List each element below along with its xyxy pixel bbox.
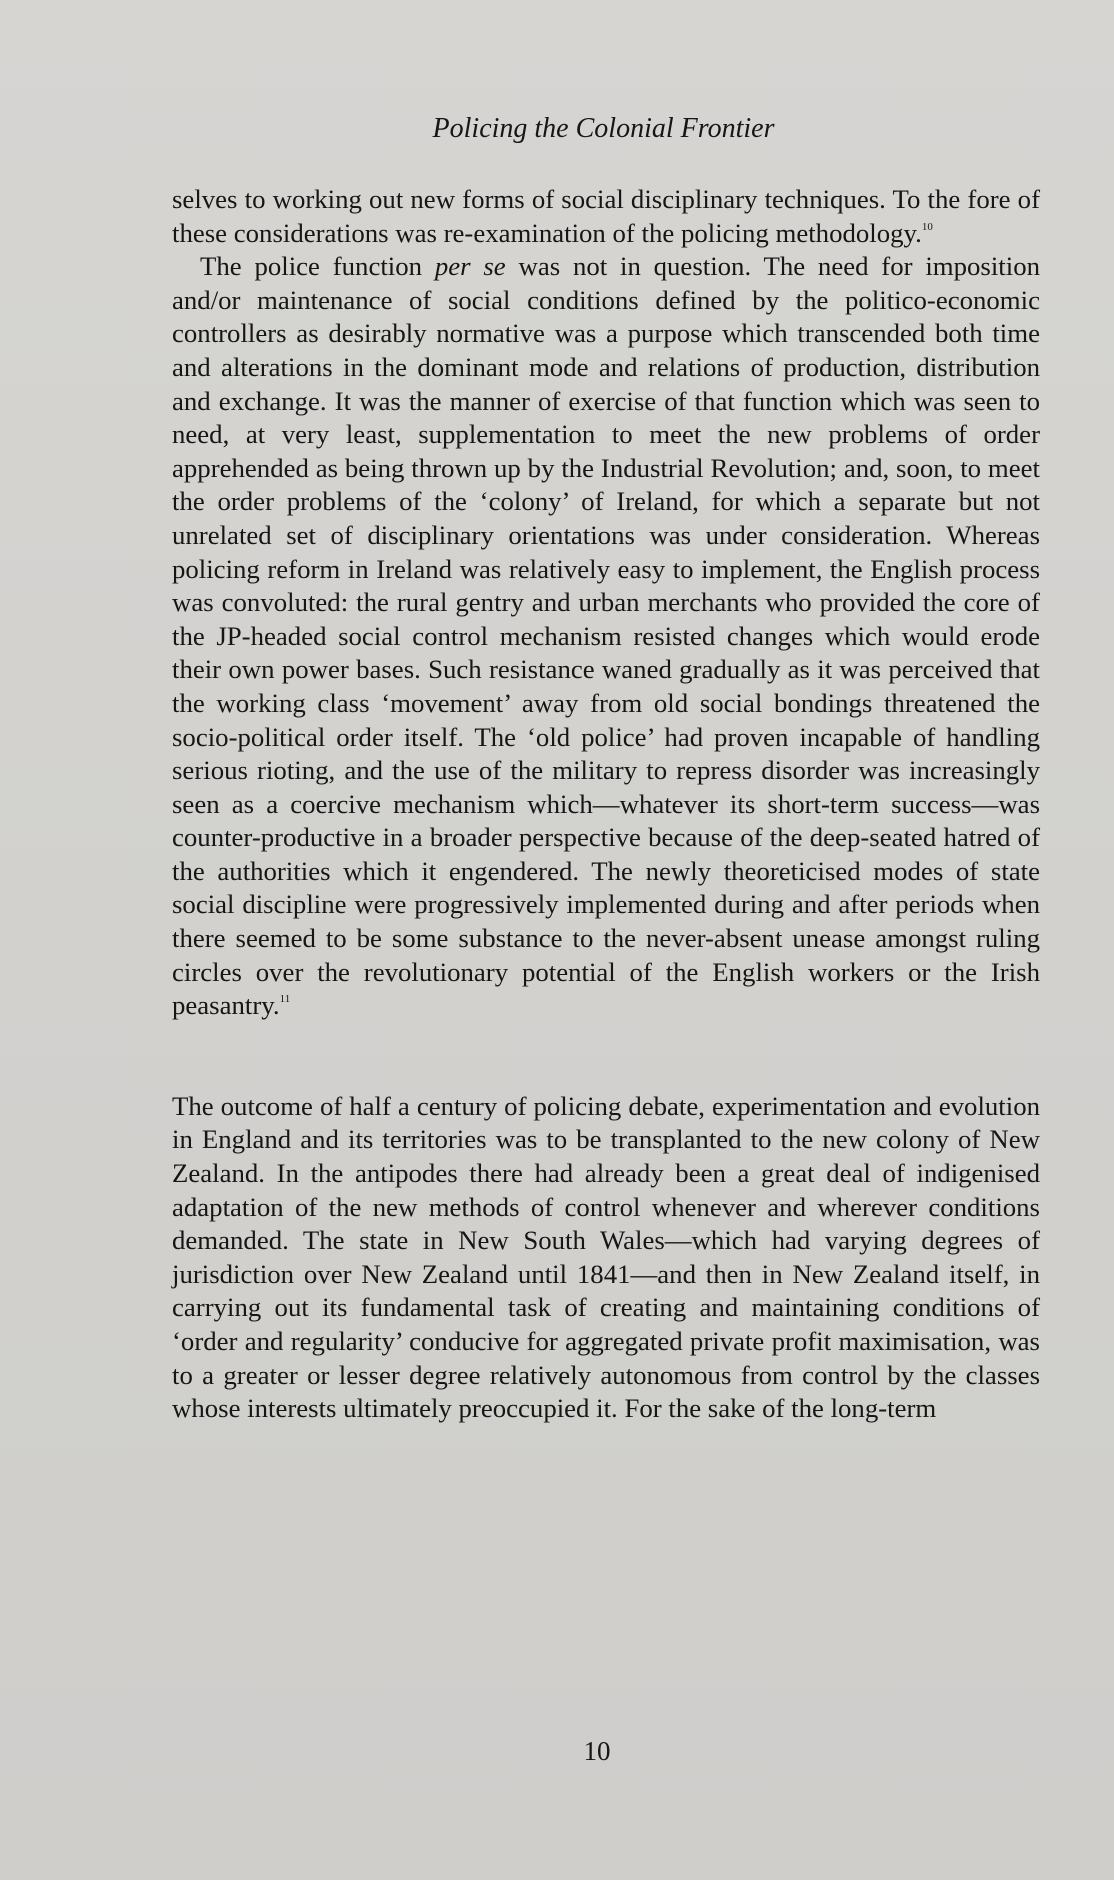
text-run: was not in question. The need for imposition and/or maintenance of social conditions defined by the politico-economic controllers as desirably normative was a purpose which transcended both time and alterations in the dominant mode and relations of production, distribution and exchange. It was the manner of exercise of that function which was seen to need, at very least, supplementation to meet the new problems of order apprehended as being thrown up by the Industrial Revolution; and, soon, to meet the order problems of the ‘colony’ of Ireland, for which a separate but not unrelated set of disciplinary orientations was under consideration. Whereas policing reform in Ireland was relatively easy to implement, the English process was convoluted: the rural gentry and urban merchants who provided the core of the JP-headed social control mechanism resisted changes which would erode their own power bases. Such resistance waned gradually as it was perceived that the working class ‘movement’ away from old social bondings threatened the socio-political order itself. The ‘old police’ had proven incapable of handling serious rioting, and the use of the military to repress disorder was increasingly seen as a coercive mechanism which—whatever its short-term success—was counter-productive in a broader perspective because of the deep-seated hatred of the authorities which it engendered. The newly theoreticised modes of state social discipline were progressively implemented during and after periods when there seemed to be some substance to the never-absent unease amongst ruling circles over the revolutionary potential of the English workers or the Irish peasantry. xyxy=(172,251,1040,1021)
footnote-ref: 11 xyxy=(279,993,291,1006)
page-number: 10 xyxy=(583,1736,611,1766)
paragraph-3 xyxy=(172,1090,1040,1426)
italic-term: per se xyxy=(434,251,506,282)
paragraph-2 xyxy=(172,250,1040,1023)
text-run: selves to working out new forms of social disciplinary techniques. To the fore of these considerations was re-examination of the policing methodology. xyxy=(172,184,1040,248)
body-text xyxy=(172,183,1040,1426)
running-head: Policing the Colonial Frontier xyxy=(432,113,775,144)
text-run: The outcome of half a century of policing debate, experimentation and evolution in England and its territories was to be transplanted to the new colony of New Zealand. In the antipodes there had already been a great deal of indigenised adaptation of the new methods of control whenever and wherever conditions demanded. The state in New South Wales—which had varying degrees of jurisdiction over New Zealand until 1841—and then in New Zealand itself, in carrying out its fundamental task of creating and maintaining conditions of ‘order and regularity’ conducive for aggregated private profit maximisation, was to a greater or lesser degree relatively autonomous from control by the classes whose interests ultimately preoccupied it. For the sake of the long-term xyxy=(172,1090,1040,1424)
text-run: The police function xyxy=(200,251,435,282)
footnote-ref: 10 xyxy=(921,220,933,233)
paragraph-1 xyxy=(172,183,1040,250)
